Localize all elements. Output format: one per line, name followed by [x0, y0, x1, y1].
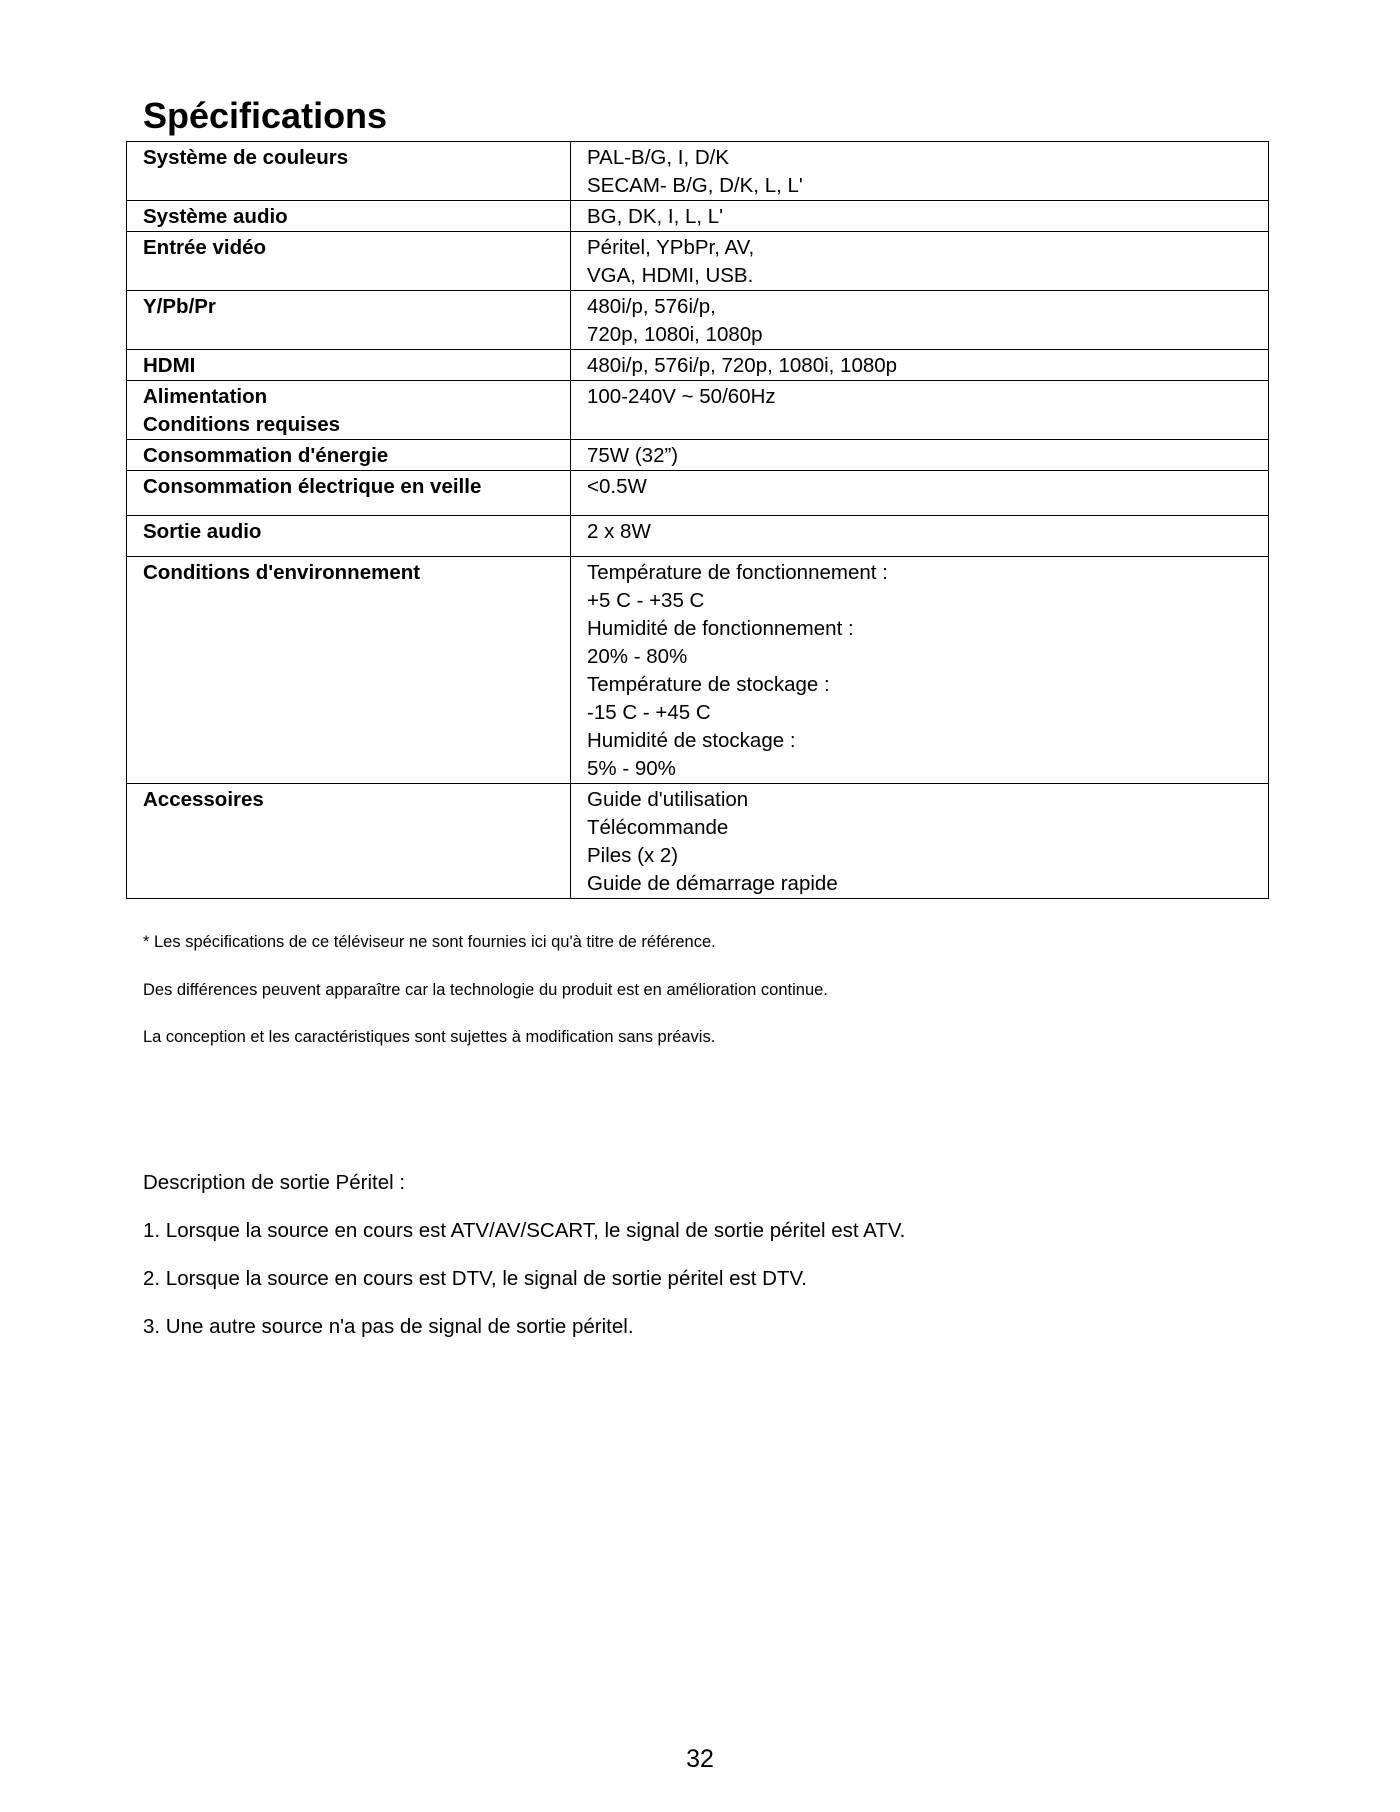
specifications-table [126, 141, 1269, 899]
spec-label: Système de couleurs [127, 142, 571, 201]
spec-value: 75W (32”) [571, 440, 1269, 471]
spec-value: Péritel, YPbPr, AV, VGA, HDMI, USB. [571, 232, 1269, 291]
list-item: 1. Lorsque la source en cours est ATV/AV/SCART, le signal de sortie péritel est ATV. [143, 1219, 906, 1242]
spec-value: 100-240V ~ 50/60Hz [571, 381, 1269, 440]
scart-heading: Description de sortie Péritel : [143, 1171, 406, 1194]
table-row [127, 381, 1269, 440]
specification-notes [143, 930, 828, 1073]
table-row [127, 291, 1269, 350]
spec-value: 2 x 8W [571, 516, 1269, 557]
spec-label: Consommation électrique en veille [127, 471, 571, 516]
table-row [127, 557, 1269, 784]
spec-label: Entrée vidéo [127, 232, 571, 291]
table-row [127, 440, 1269, 471]
spec-value: <0.5W [571, 471, 1269, 516]
table-row [127, 784, 1269, 899]
list-item: 2. Lorsque la source en cours est DTV, le signal de sortie péritel est DTV. [143, 1267, 807, 1290]
spec-value: 480i/p, 576i/p, 720p, 1080i, 1080p [571, 350, 1269, 381]
spec-label: HDMI [127, 350, 571, 381]
spec-label: Système audio [127, 201, 571, 232]
table-row [127, 516, 1269, 557]
spec-value: Température de fonctionnement : +5 C - +35 C Humidité de fonctionnement : 20% - 80% Température de stockage : -15 C - +45 C Humidité de stockage : 5% - 90% [571, 557, 1269, 784]
spec-label: Sortie audio [127, 516, 571, 557]
spec-label: Alimentation Conditions requises [127, 381, 571, 440]
list-item: 3. Une autre source n'a pas de signal de sortie péritel. [143, 1315, 634, 1338]
table-row [127, 471, 1269, 516]
spec-label: Conditions d'environnement [127, 557, 571, 784]
note-differences: Des différences peuvent apparaître car la technologie du produit est en amélioration continue. [143, 980, 828, 999]
note-reference: * Les spécifications de ce téléviseur ne sont fournies ici qu'à titre de référence. [143, 933, 716, 951]
table-row [127, 201, 1269, 232]
spec-value: 480i/p, 576i/p, 720p, 1080i, 1080p [571, 291, 1269, 350]
scart-output-description [143, 1168, 905, 1360]
page-title: Spécifications [143, 95, 388, 136]
spec-label: Y/Pb/Pr [127, 291, 571, 350]
spec-value: BG, DK, I, L, L' [571, 201, 1269, 232]
spec-label: Consommation d'énergie [127, 440, 571, 471]
note-modification: La conception et les caractéristiques sont sujettes à modification sans préavis. [143, 1028, 716, 1046]
spec-value: Guide d'utilisation Télécommande Piles (x 2) Guide de démarrage rapide [571, 784, 1269, 899]
page-number: 32 [686, 1745, 714, 1773]
table-row [127, 350, 1269, 381]
spec-value: PAL-B/G, I, D/K SECAM- B/G, D/K, L, L' [571, 142, 1269, 201]
spec-label: Accessoires [127, 784, 571, 899]
table-row [127, 142, 1269, 201]
table-row [127, 232, 1269, 291]
